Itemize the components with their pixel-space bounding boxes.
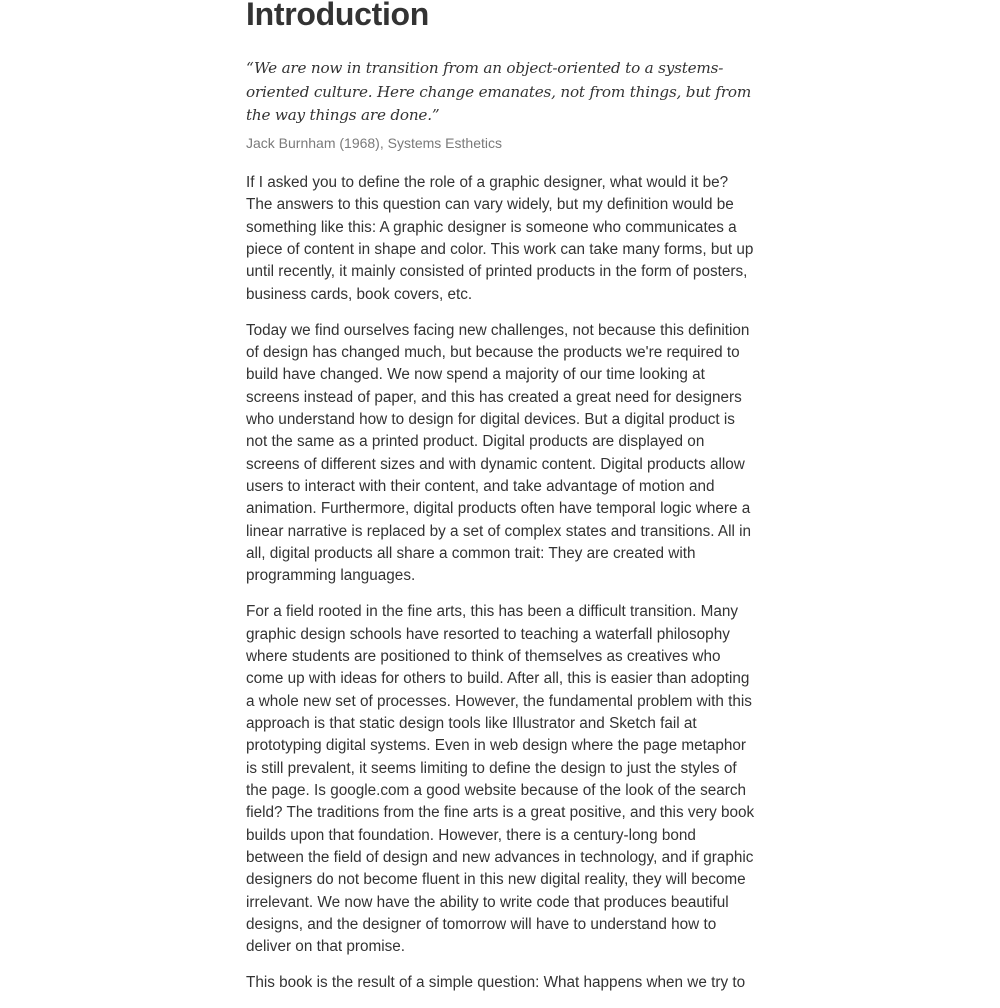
- epigraph-quote: “We are now in transition from an object-oriented to a systems-oriented culture. Here change emanates, not from things, but from the way things are done.”: [246, 59, 752, 124]
- body-paragraph-1: If I asked you to define the role of a graphic designer, what would it be? The answers to this question can vary widely, but my definition would be something like this: A graphic designer is someone who communicates a piece of content in shape and color. This work can take many forms, but up until recently, it mainly consisted of printed products in the form of posters, business cards, book covers, etc.: [246, 174, 754, 303]
- body-paragraph-2: Today we find ourselves facing new challenges, not because this definition of design has changed much, but because the products we're required to build have changed. We now spend a majority of our time looking at screens instead of paper, and this has created a great need for designers who understand how to design for digital devices. But a digital product is not the same as a printed product. Digital products are displayed on screens of different sizes and with dynamic content. Digital products allow users to interact with their content, and take advantage of motion and animation. Furthermore, digital products often have temporal logic where a linear narrative is replaced by a set of complex states and transitions. All in all, digital products all share a common trait: They are created with programming languages.: [246, 321, 752, 585]
- epigraph-attribution: Jack Burnham (1968), Systems Esthetics: [246, 134, 502, 151]
- epigraph: [246, 57, 756, 153]
- body-paragraph-3: For a field rooted in the fine arts, this has been a difficult transition. Many graphic design schools have resorted to teaching a waterfall philosophy where students are positioned to think of themselves as creatives who come up with ideas for others to build. After all, this is easier than adopting a whole new set of processes. However, the fundamental problem with this approach is that static design tools like Illustrator and Sketch fail at prototyping digital systems. Even in web design where the page metaphor is still prevalent, it seems limiting to define the design to just the styles of the page. Is google.com a good website because of the look of the search field? The traditions from the fine arts is a great positive, and this very book builds upon that foundation. However, there is a century-long bond between the field of design and new advances in technology, and if graphic designers do not become fluent in this new digital reality, they will become irrelevant. We now have the ability to write code that produces beautiful designs, and the designer of tomorrow will have to understand how to deliver on that promise.: [246, 603, 755, 956]
- chapter-body: [246, 172, 756, 1008]
- body-paragraph-4: This book is the result of a simple question: What happens when we try to: [246, 974, 746, 992]
- chapter-title: Introduction: [246, 0, 430, 32]
